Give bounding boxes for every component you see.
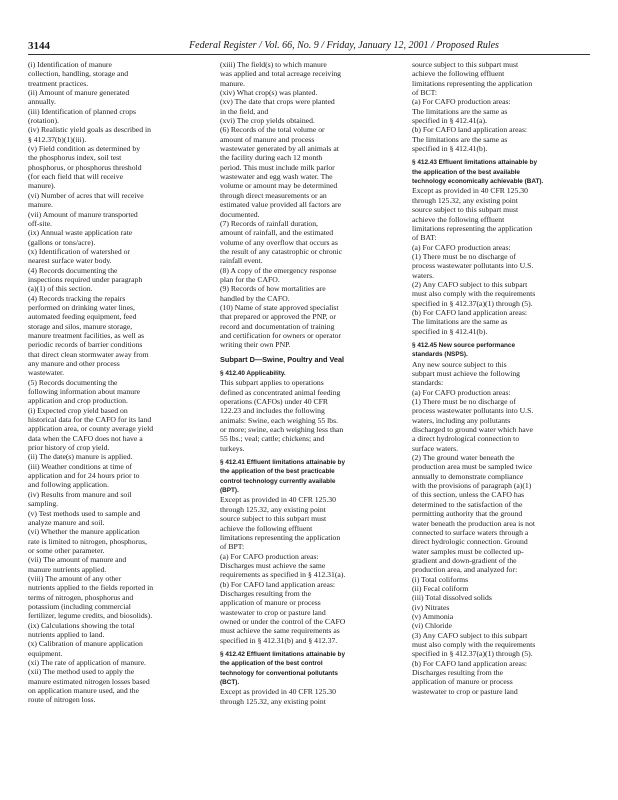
text-line: on application manure used, and the [28, 686, 140, 696]
text-line: wastewater and egg wash water. The [220, 172, 333, 182]
text-line: (iii) Weather conditions at time of [28, 461, 133, 471]
text-line: animals: Swine, each weighing 55 lbs. [220, 415, 339, 425]
text-line: (ii) The date(s) manure is applied. [28, 452, 133, 462]
text-line: (vi) Whether the manure application [28, 527, 140, 537]
text-line: periodic records of barrier conditions [28, 340, 143, 350]
text-line: (2) The ground water beneath the [412, 453, 515, 463]
text-line: nearest surface water body. [28, 256, 112, 266]
text-line: collection, handling, storage and [28, 69, 129, 79]
text-line: direct hydrologic connection. Ground [412, 537, 528, 547]
text-line: of BAT: [412, 233, 437, 243]
text-line: process wastewater pollutants into U.S. [412, 406, 534, 416]
text-line: the phosphorus index, soil test [28, 153, 122, 163]
text-line: volume of any overflow that occurs as [220, 237, 338, 247]
text-line: (a) For CAFO production areas: [412, 97, 511, 107]
text-line: (3) Any CAFO subject to this subpart [412, 630, 528, 640]
text-line: (7) Records of rainfall duration, [220, 218, 318, 228]
text-line: volume or amount may be determined [220, 181, 338, 191]
text-line: (v) Field condition as determined by [28, 144, 141, 154]
text-line: terms of nitrogen, phosphorus and [28, 592, 134, 602]
text-line: a direct hydrological connection to [412, 434, 520, 444]
text-line: production area, and analyzed for: [412, 565, 518, 575]
text-line: permitting authority that the ground [412, 509, 523, 519]
text-line: (viii) The amount of any other [28, 573, 122, 583]
text-line: (vi) Chloride [412, 621, 452, 631]
text-line: achieve the following effluent [412, 69, 505, 79]
text-line: (1) There must be no discharge of [412, 251, 516, 261]
text-line: amount of rainfall, and the estimated [220, 228, 334, 238]
text-line: (xii) The method used to apply the [28, 667, 135, 677]
text-line: route of nitrogen loss. [28, 695, 96, 705]
text-line: was applied and total acreage receiving [220, 69, 342, 79]
text-line: (9) Records of how mortalities are [220, 284, 326, 294]
text-line: sampling. [28, 499, 59, 509]
section-heading-line: the application of the best available [412, 168, 520, 176]
text-line: Discharges resulting from the [220, 588, 312, 598]
section-heading-line: control technology currently available [220, 477, 336, 485]
text-line: wastewater to crop or pasture land [412, 686, 518, 696]
text-line: (vii) The amount of manure and [28, 555, 127, 565]
text-line: source subject to this subpart must [220, 514, 327, 524]
section-heading-line: § 412.40 Applicability. [220, 370, 286, 377]
text-line: turkeys. [220, 443, 245, 453]
text-line: (ix) Calculations showing the total [28, 620, 135, 630]
text-line: fertilizer, legume credits, and biosolids). [28, 611, 153, 621]
page-header [28, 40, 590, 55]
text-line: or some other parameter. [28, 545, 105, 555]
text-line: production area must be sampled twice [412, 462, 533, 472]
text-line: (xiii) The field(s) to which manure [220, 60, 327, 69]
text-line: through 125.32, any existing point [220, 696, 326, 706]
text-line: (b) For CAFO land application areas: [412, 658, 528, 668]
text-line: (a)(1) of this section. [28, 284, 93, 294]
text-line: subpart must achieve the following [412, 369, 521, 378]
text-line: and certification for owners or operator [220, 330, 342, 340]
text-line: inspections required under paragraph [28, 274, 143, 284]
text-line: potassium (including commercial [28, 601, 131, 611]
text-line: analyze manure and soil. [28, 517, 105, 527]
text-line: nutrients applied to land. [28, 629, 105, 639]
text-line: (i) Identification of manure [28, 60, 112, 69]
text-line: and following application. [28, 480, 109, 490]
text-line: gradient and down-gradient of the [412, 555, 517, 565]
running-head: Federal Register / Vol. 66, No. 9 / Friday, January 12, 2001 / Proposed Rules [189, 40, 499, 51]
text-line: that prepared or approved the PNP, or [220, 312, 336, 322]
text-line: nutrients applied to the fields reported in [28, 583, 154, 593]
text-line: 122.23 and includes the following [220, 406, 325, 416]
text-line: (iv) Results from manure and soil [28, 489, 132, 499]
text-line: historical data for the CAFO for its land [28, 415, 152, 425]
text-line: application of manure or process [220, 598, 321, 608]
text-line: waters. [412, 270, 434, 280]
text-line: connected to surface waters through a [412, 527, 529, 537]
section-heading-line: standards (NSPS). [412, 351, 468, 359]
section-heading-line: technology for conventional pollutants [220, 669, 338, 677]
text-line: period. This must include milk parlor [220, 162, 335, 172]
text-line: wastewater generated by all animals at [220, 144, 339, 154]
text-line: source subject to this subpart must [412, 205, 519, 215]
text-line: limitations representing the application [412, 223, 533, 233]
text-line: Except as provided in 40 CFR 125.30 [412, 186, 528, 196]
text-line: specified in § 412.31(b) and § 412.37. [220, 635, 338, 645]
text-line: application and crop production. [28, 396, 128, 406]
section-heading-line: § 412.45 New source performance [412, 341, 516, 349]
text-line: achieve the following effluent [412, 214, 505, 224]
text-line: through 125.32, any existing point [412, 195, 518, 205]
text-line: (iii) Total dissolved solids [412, 593, 492, 603]
text-line: documented. [220, 209, 260, 219]
text-line: (iv) Nitrates [412, 602, 450, 612]
text-line: water samples must be collected up- [412, 546, 524, 556]
text-line: waters, including any pollutants [412, 415, 511, 425]
text-line: Discharges must achieve the same [220, 560, 326, 570]
text-line: (for each field that will receive [28, 172, 123, 182]
text-line: (a) For CAFO production areas: [220, 551, 319, 561]
text-line: surface waters. [412, 443, 459, 453]
text-line: in the field, and [220, 106, 269, 116]
text-line: or more; swine, each weighing less than [220, 425, 344, 435]
text-line: (rotation). [28, 116, 59, 126]
text-line: any manure and other process [28, 359, 120, 368]
text-line: (vi) Number of acres that will receive [28, 190, 144, 200]
text-line: owned or under the control of the CAFO [220, 616, 346, 626]
text-line: The limitations are the same as [412, 106, 508, 116]
text-line: (v) Test methods used to sample and [28, 508, 141, 518]
text-line: application and for 24 hours prior to [28, 471, 140, 481]
text-line: specified in § 412.41(a). [412, 116, 487, 126]
text-line: (2) Any CAFO subject to this subpart [412, 279, 528, 289]
column-2 [220, 60, 398, 772]
text-line: limitations representing the application [220, 532, 341, 542]
text-line: (gallons or tons/acre). [28, 237, 96, 247]
text-line: rainfall event. [220, 256, 263, 266]
section-heading-line: the application of the best control [220, 660, 323, 668]
page-number: 3144 [28, 40, 50, 52]
text-line: limitations representing the application [412, 78, 533, 88]
text-line: storage and silos, manure storage, [28, 321, 133, 331]
section-heading-line: (BCT). [220, 679, 240, 686]
text-line: through 125.32, any existing point [220, 504, 326, 514]
text-line: (i) Expected crop yield based on [28, 405, 128, 415]
section-heading-line: § 412.41 Effluent limitations attainable by [220, 459, 346, 467]
text-line: record and documentation of training [220, 321, 335, 331]
text-line: (ix) Annual waste application rate [28, 228, 133, 238]
text-line: manure. [220, 78, 245, 88]
text-line: The limitations are the same as [412, 317, 508, 327]
text-line: (a) For CAFO production areas: [412, 387, 511, 397]
text-line: (xi) The rate of application of manure. [28, 658, 146, 667]
text-line: standards: [412, 378, 444, 388]
text-line: Any new source subject to this [412, 359, 507, 369]
text-line: treatment practices. [28, 78, 89, 88]
text-line: determined to the satisfaction of the [412, 499, 523, 509]
text-line: wastewater. [28, 368, 65, 378]
text-line: (i) Total coliforms [412, 574, 469, 584]
text-line: following information about manure [28, 387, 141, 397]
text-line: § 412.37(b)(1)(iii). [28, 134, 87, 144]
text-line: that direct clean stormwater away from [28, 349, 149, 359]
text-line: The limitations are the same as [412, 134, 508, 144]
text-line: (xv) The date that crops were planted [220, 97, 335, 107]
text-line: specified in § 412.37(a)(1) through (5). [412, 649, 533, 659]
column-3 [412, 60, 590, 772]
text-line: (x) Identification of watershed or [28, 246, 131, 256]
text-line: (b) For CAFO land application areas: [412, 125, 528, 135]
text-line: manure. [28, 200, 53, 210]
text-line: (8) A copy of the emergency response [220, 265, 337, 275]
text-line: (6) Records of the total volume or [220, 125, 325, 135]
text-line: requirements as specified in § 412.31(a). [220, 570, 346, 580]
text-line: phosphorus, or phosphorus threshold [28, 162, 142, 172]
text-line: (b) For CAFO land application areas: [220, 579, 336, 589]
text-line: specified in § 412.41(b). [412, 326, 488, 336]
text-line: writing their own PNP. [220, 340, 291, 350]
text-line: handled by the CAFO. [220, 293, 290, 303]
section-heading-line: the application of the best practicable [220, 468, 335, 476]
text-line: of BCT: [412, 88, 438, 98]
text-line: Discharges resulting from the [412, 668, 504, 677]
text-line: (a) For CAFO production areas: [412, 242, 511, 252]
text-columns [28, 60, 590, 772]
text-line: Except as provided in 40 CFR 125.30 [220, 687, 336, 697]
text-line: plan for the CAFO. [220, 274, 280, 284]
text-line: application of manure or process [412, 677, 513, 687]
text-line: rate is limited to nitrogen, phosphorus, [28, 536, 147, 546]
text-line: discharged to ground water which have [412, 425, 533, 435]
subpart-heading: Subpart D—Swine, Poultry and Veal [220, 354, 345, 364]
text-line: through direct measurements or an [220, 190, 327, 200]
section-heading-line: (BPT). [220, 487, 239, 495]
text-line: the facility during each 12 month [220, 153, 323, 163]
text-line: source subject to this subpart must [412, 60, 519, 69]
text-line: wastewater to crop or pasture land [220, 607, 326, 617]
section-heading-line: § 412.43 Effluent limitations attainable by [412, 159, 538, 167]
text-line: operations (CAFOs) under 40 CFR [220, 397, 329, 407]
text-line: This subpart applies to operations [220, 378, 324, 388]
text-line: manure). [28, 181, 56, 191]
text-line: (iii) Identification of planned crops [28, 106, 137, 116]
text-line: of this section, unless the CAFO has [412, 490, 525, 500]
text-line: Except as provided in 40 CFR 125.30 [220, 495, 336, 505]
text-line: estimated value provided all factors are [220, 200, 342, 210]
text-line: manure estimated nitrogen losses based [28, 676, 150, 686]
text-line: manure nutrients applied. [28, 564, 107, 574]
text-line: (iv) Realistic yield goals as described in [28, 125, 151, 135]
text-line: (x) Calibration of manure application [28, 639, 143, 649]
text-line: of BPT: [220, 542, 245, 552]
text-line: amount of manure and process [220, 134, 315, 144]
text-line: prior history of crop yield. [28, 443, 110, 453]
text-line: (ii) Amount of manure generated [28, 88, 130, 98]
text-line: water beneath the production area is not [412, 518, 535, 528]
text-line: (1) There must be no discharge of [412, 397, 516, 407]
text-line: specified in § 412.37(a)(1) through (5). [412, 298, 533, 308]
text-line: defined as concentrated animal feeding [220, 387, 341, 397]
text-line: must achieve the same requirements as [220, 626, 340, 636]
section-heading-line: § 412.42 Effluent limitations attainable by [220, 650, 346, 658]
section-heading-line: technology economically achievable (BAT). [412, 178, 544, 186]
text-line: achieve the following effluent [220, 523, 313, 533]
column-1 [28, 60, 206, 772]
text-line: (b) For CAFO land application areas: [412, 307, 528, 317]
text-line: with the provisions of paragraph (a)(1) [412, 481, 532, 491]
text-line: (4) Records documenting the [28, 265, 118, 275]
text-line: must also comply with the requirements [412, 289, 536, 299]
text-line: manure treatment facilities, as well as [28, 330, 145, 340]
text-line: (5) Records documenting the [28, 377, 118, 387]
text-line: performed on drinking water lines, [28, 302, 135, 312]
text-line: process wastewater pollutants into U.S. [412, 261, 534, 271]
text-line: (ii) Fecal coliform [412, 583, 469, 593]
text-line: (4) Records tracking the repairs [28, 293, 126, 303]
text-line: (v) Ammonia [412, 611, 454, 621]
text-line: (xiv) What crop(s) was planted. [220, 88, 318, 98]
text-line: the result of any catastrophic or chronic [220, 246, 343, 256]
text-line: (xvi) The crop yields obtained. [220, 116, 315, 126]
text-line: off-site. [28, 218, 52, 228]
text-line: (vii) Amount of manure transported [28, 209, 138, 219]
text-line: automated feeding equipment, feed [28, 312, 137, 322]
text-line: 55 lbs.; veal; cattle; chickens; and [220, 434, 325, 444]
text-line: specified in § 412.41(b). [412, 144, 488, 154]
text-line: must also comply with the requirements [412, 639, 536, 649]
text-line: annually. [28, 97, 56, 107]
text-line: annually to demonstrate compliance [412, 471, 524, 481]
text-line: application area, or county average yield [28, 424, 154, 434]
text-line: equipment. [28, 648, 63, 658]
text-line: (10) Name of state approved specialist [220, 302, 339, 312]
text-line: data when the CAFO does not have a [28, 433, 143, 443]
